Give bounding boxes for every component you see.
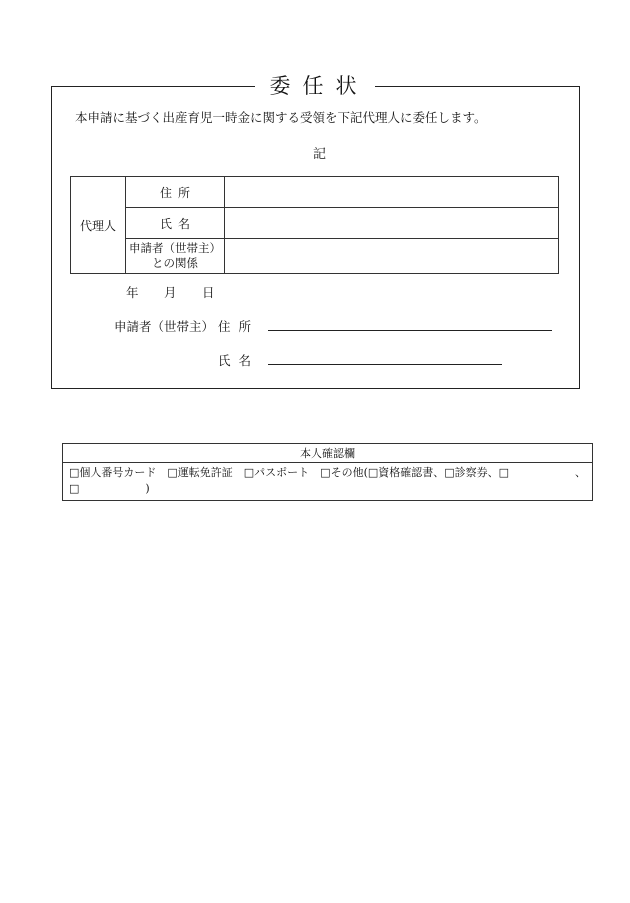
identity-confirmation-table [62, 443, 593, 501]
confirmation-header: 本人確認欄 [63, 444, 593, 463]
date-day: 日 [202, 285, 215, 300]
applicant-label: 申請者（世帯主） [114, 319, 215, 334]
applicant-address-line[interactable] [268, 330, 552, 331]
confirmation-options-line1: □個人番号カード □運転免許証 □パスポート □その他(□資格確認書、□診察券、□ 、 [69, 466, 587, 479]
intro-text: 本申請に基づく出産育児一時金に関する受領を下記代理人に委任します。 [75, 110, 487, 125]
confirmation-options [63, 463, 593, 501]
date-month: 月 [164, 285, 177, 300]
applicant-name-line[interactable] [268, 364, 502, 365]
applicant-address-label: 住所 [218, 319, 260, 334]
agent-relation-field[interactable] [225, 239, 559, 274]
agent-address-label: 住所 [126, 177, 225, 208]
applicant-name-label: 氏名 [218, 353, 260, 368]
agent-address-field[interactable] [225, 177, 559, 208]
ki-label: 記 [313, 147, 327, 162]
agent-group-label: 代理人 [71, 177, 126, 274]
agent-relation-label: 申請者（世帯主） との関係 [126, 239, 225, 274]
agent-name-field[interactable] [225, 208, 559, 239]
date-year: 年 [126, 285, 139, 300]
agent-table [70, 176, 559, 274]
document-title: 委任状 [255, 70, 375, 102]
agent-name-label: 氏名 [126, 208, 225, 239]
confirmation-options-line2: □ ) [69, 482, 150, 495]
